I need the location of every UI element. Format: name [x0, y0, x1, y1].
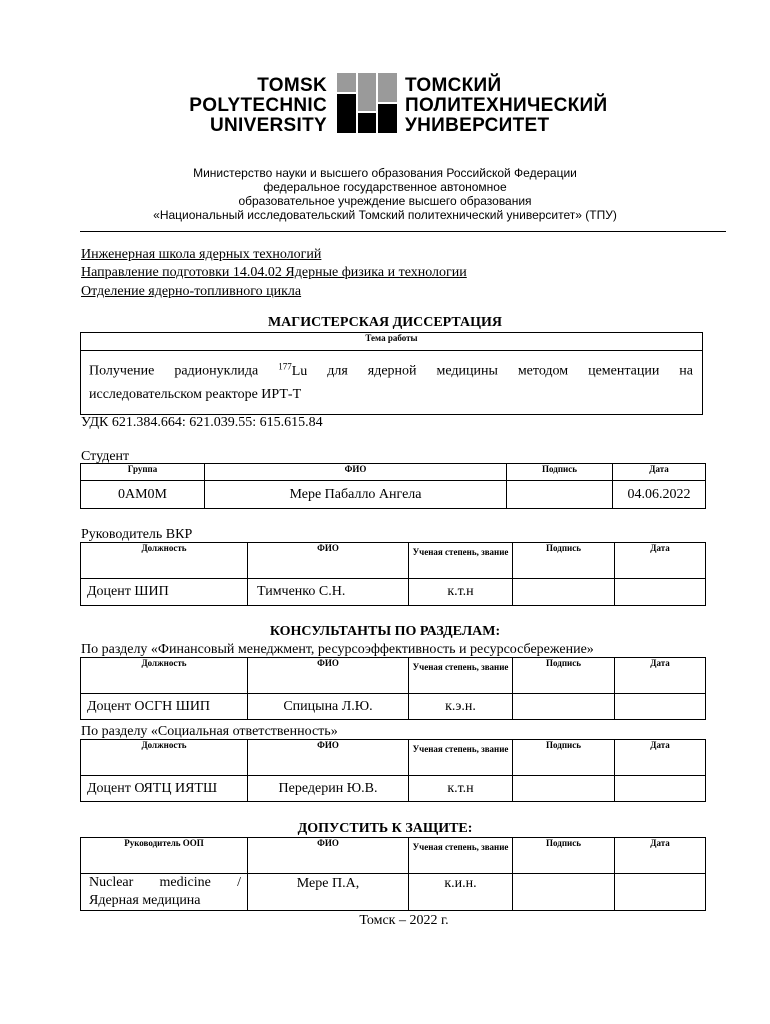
header-cell: Дата [615, 740, 706, 776]
header-cell: Группа [81, 464, 205, 481]
university-logo-icon [337, 73, 397, 133]
finance-section-label: По разделу «Финансовый менеджмент, ресурсоэффективность и ресурсосбережение» [81, 642, 594, 657]
logo-en-line: UNIVERSITY [209, 115, 327, 136]
table-header-row [81, 464, 706, 481]
isotope-mass: 177 [278, 361, 292, 371]
supervisor-name: Тимченко С.Н. [248, 579, 409, 606]
topic-prefix: Получение радионуклида [89, 363, 259, 379]
student-date: 04.06.2022 [613, 481, 706, 509]
supervisor-date [615, 579, 706, 606]
header-cell: ФИО [248, 838, 409, 874]
admit-date [615, 874, 706, 911]
direction: Направление подготовки 14.04.02 Ядерные физика и технологии [81, 265, 467, 280]
ministry-line: «Национальный исследовательский Томский политехнический университет» (ТПУ) [153, 208, 617, 222]
finance-position: Доцент ОСГН ШИП [81, 694, 248, 720]
thesis-type: МАГИСТЕРСКАЯ ДИССЕРТАЦИЯ [267, 315, 503, 330]
header-cell: Подпись [513, 740, 615, 776]
logo-ru-line: ПОЛИТЕХНИЧЕСКИЙ [405, 95, 608, 116]
header-cell: ФИО [248, 658, 409, 694]
finance-name: Спицына Л.Ю. [248, 694, 409, 720]
finance-signature [513, 694, 615, 720]
header-cell: ФИО [248, 740, 409, 776]
logo-text-english [189, 76, 327, 136]
topic-label: Тема работы [80, 333, 703, 351]
table-row [81, 694, 706, 720]
logo-text-russian [405, 76, 607, 136]
ministry-header [0, 166, 770, 222]
admit-name: Мере П.А, [248, 874, 409, 911]
header-cell: ФИО [205, 464, 507, 481]
topic-line-1 [89, 361, 693, 380]
social-table [80, 739, 706, 802]
student-group: 0АМ0М [81, 481, 205, 509]
table-header-row [81, 838, 706, 874]
header-cell: Подпись [507, 464, 613, 481]
ministry-line: Министерство науки и высшего образования Российской Федерации [193, 166, 577, 180]
supervisor-table [80, 542, 706, 606]
header-cell: Ученая степень, звание [409, 658, 513, 694]
table-header-row [81, 740, 706, 776]
header-cell: Должность [81, 740, 248, 776]
logo-ru-line: ТОМСКИЙ [405, 75, 502, 96]
header-cell: Дата [615, 543, 706, 579]
program-line-2: Ядерная медицина [89, 893, 201, 908]
header-cell: Дата [615, 658, 706, 694]
social-section-label: По разделу «Социальная ответственность» [81, 724, 338, 739]
header-cell: Ученая степень, звание [409, 543, 513, 579]
header-divider [80, 231, 726, 232]
isotope [278, 361, 308, 379]
finance-table [80, 657, 706, 720]
social-name: Передерин Ю.В. [248, 776, 409, 802]
header-cell: Ученая степень, звание [409, 838, 513, 874]
logo-ru-line: УНИВЕРСИТЕТ [405, 115, 550, 136]
finance-degree: к.э.н. [409, 694, 513, 720]
supervisor-position: Доцент ШИП [81, 579, 248, 606]
header-cell: Подпись [513, 838, 615, 874]
admit-table [80, 837, 706, 911]
table-header-row [81, 658, 706, 694]
header-cell: Руководитель ООП [81, 838, 248, 874]
supervisor-signature [513, 579, 615, 606]
supervisor-label: Руководитель ВКР [81, 527, 193, 542]
ministry-line: образовательное учреждение высшего образования [238, 194, 532, 208]
header-cell: Подпись [513, 543, 615, 579]
udk: УДК 621.384.664: 621.039.55: 615.615.84 [81, 415, 323, 430]
student-signature [507, 481, 613, 509]
admit-signature [513, 874, 615, 911]
school-name: Инженерная школа ядерных технологий [81, 247, 322, 262]
topic-line-2: исследовательском реакторе ИРТ-Т [89, 387, 302, 402]
isotope-symbol: Lu [291, 363, 308, 379]
student-table [80, 463, 706, 509]
program-line-1: Nuclear medicine / [89, 875, 241, 890]
social-position: Доцент ОЯТЦ ИЯТШ [81, 776, 248, 802]
header-cell: Ученая степень, звание [409, 740, 513, 776]
table-row [81, 874, 706, 911]
header-cell: ФИО [248, 543, 409, 579]
social-degree: к.т.н [409, 776, 513, 802]
department: Отделение ядерно-топливного цикла [81, 284, 302, 299]
ministry-line: федеральное государственное автономное [263, 180, 507, 194]
topic-rest: для ядерной медицины методом цементации на [327, 363, 694, 379]
social-signature [513, 776, 615, 802]
student-label: Студент [81, 449, 130, 464]
header-cell: Дата [613, 464, 706, 481]
student-name: Мере Пабалло Ангела [205, 481, 507, 509]
logo-en-line: TOMSK [257, 75, 327, 96]
table-row [81, 776, 706, 802]
header-cell: Подпись [513, 658, 615, 694]
footer-city-year: Томск – 2022 г. [359, 913, 449, 928]
admit-title: ДОПУСТИТЬ К ЗАЩИТЕ: [297, 821, 473, 836]
table-row [81, 579, 706, 606]
header-cell: Дата [615, 838, 706, 874]
header-cell: Должность [81, 543, 248, 579]
consultants-title: КОНСУЛЬТАНТЫ ПО РАЗДЕЛАМ: [269, 624, 501, 639]
finance-date [615, 694, 706, 720]
logo-en-line: POLYTECHNIC [189, 95, 327, 116]
program-name [81, 874, 248, 911]
table-row [81, 481, 706, 509]
table-header-row [81, 543, 706, 579]
social-date [615, 776, 706, 802]
header-cell: Должность [81, 658, 248, 694]
supervisor-degree: к.т.н [409, 579, 513, 606]
admit-degree: к.и.н. [409, 874, 513, 911]
